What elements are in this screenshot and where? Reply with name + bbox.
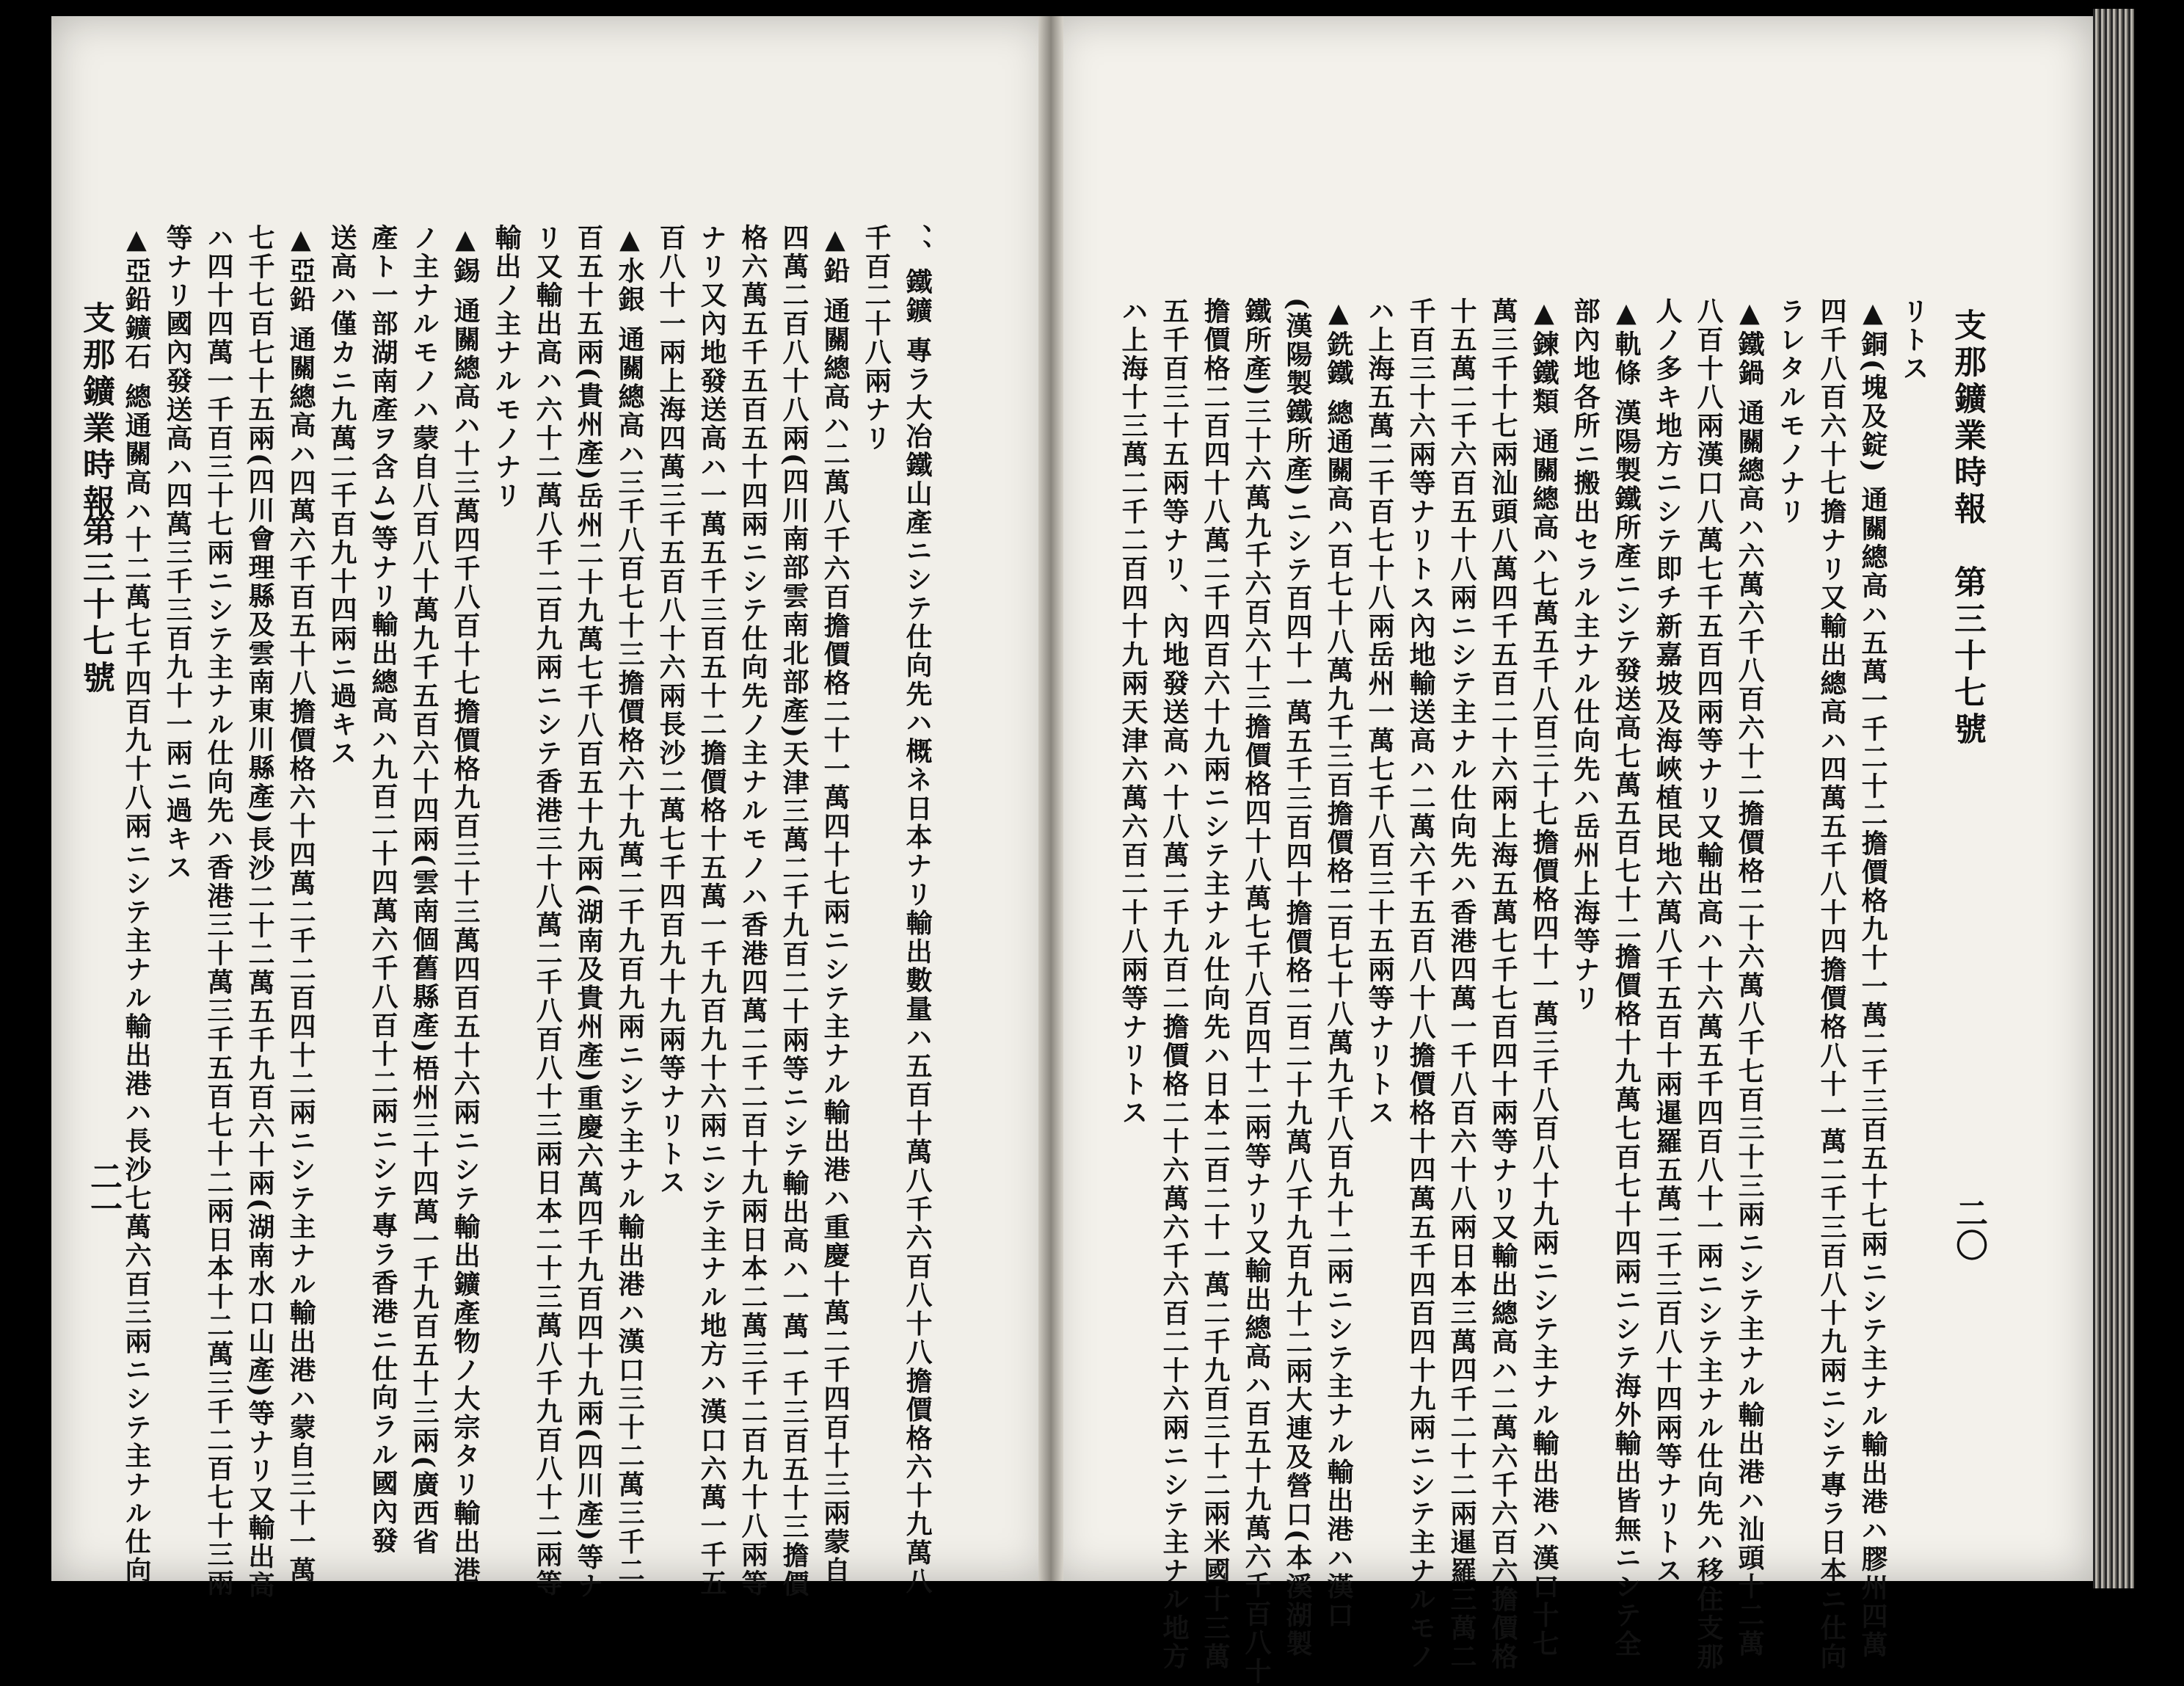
text-column: ▲鐵鍋 通關總高ハ六萬六千八百六十二擔價格二十六萬八千七百三十三兩ニシテ主ナル輸出港ハ汕頭十二萬 [1734, 297, 1765, 1659]
text-column: ▲銑鐵 總通關高ハ百七十八萬九千三百擔價格二百七十八萬九千八百九十二兩ニシテ主ナル輸出港ハ漢口 [1323, 297, 1354, 1630]
text-column: 送高ハ僅カニ九萬二千百九十四兩ニ過キス [327, 224, 357, 768]
text-column: 七千七百七十五兩(四川會理縣及雲南東川縣產)長沙二十二萬五千九百六十兩(湖南水口山產)等ナリ又輸出高 [244, 224, 275, 1600]
page-edge-stack [2093, 9, 2134, 1588]
left-page-number: 二一 [84, 1160, 122, 1224]
text-column: ▲鍊鐵類 通關總高ハ七萬五千八百三十七擔價格四十一萬三千八百八十九兩ニシテ主ナル輸出港ハ漢口十七 [1529, 297, 1559, 1659]
text-column: 部內地各所ニ搬出セラル主ナル仕向先ハ岳州上海等ナリ [1570, 297, 1601, 1013]
text-column: 產ト一部湖南產ヲ含ム)等ナリ輸出總高ハ九百二十四萬六千八百十二兩ニシテ專ラ香港ニ仕向ラル國內發 [368, 224, 398, 1556]
book-gutter [1038, 16, 1063, 1581]
text-column: ハ上海五萬二千百七十八兩岳州一萬七千八百三十五兩等ナリトス [1364, 297, 1395, 1127]
text-column: 四萬二百八十八兩(四川南部雲南北部產)天津三萬二千九百二十兩等ニシテ輸出高ハ一萬一千三百五十三擔價 [779, 224, 809, 1599]
text-column: 鐵所產)三十六萬九千六百六十三擔價格四十八萬七千八百四十二兩等ナリ又輸出總高ハ百五十九萬六千百八十 [1241, 297, 1272, 1686]
text-column: 千百二十八兩ナリ [861, 224, 892, 453]
text-column: リ又輸出高ハ六十二萬八千二百九兩ニシテ香港三十八萬二千八百八十三兩日本二十三萬八千九百八十二兩等 [532, 224, 563, 1598]
text-column: 百五十五兩(貴州產)岳州二十九萬七千八百五十九兩(湖南及貴州產)重慶六萬四千九百四十九兩(四川產)等ナ [573, 224, 604, 1601]
left-header-title: 支那鑛業時報 [77, 301, 114, 521]
text-column: 四千八百六十七擔ナリ又輸出總高ハ四萬五千八十四擔價格八十一萬二千三百八十九兩ニシテ專ラ日本ニ仕向 [1816, 297, 1847, 1671]
right-header-issue: 第三十七號 [1948, 565, 1986, 749]
text-column: ラレタルモノナリ [1775, 297, 1806, 526]
text-column: ハ四十四萬一千百三十七兩ニシテ主ナル仕向先ハ香港三十萬三千五百七十二兩日本十二萬三千二百七十三兩 [203, 224, 234, 1598]
text-column: ▲軌條 漢陽製鐵所產ニシテ發送高七萬五百七十二擔價格十九萬七百七十四兩ニシテ海外輸出皆無ニシテ全 [1611, 297, 1642, 1659]
text-column: 等ナリ國內發送高ハ四萬三千三百九十一兩ニ過キス [162, 224, 193, 882]
text-column: 五千百三十五兩等ナリ、內地發送高ハ十八萬二千九百二擔價格二十六萬六千六百二十六兩ニシテ主ナル地方 [1159, 297, 1190, 1671]
text-column: 十五萬二千六百五十八兩ニシテ主ナル仕向先ハ香港四萬一千八百六十八兩日本三萬四千二十二兩暹羅三萬二 [1446, 297, 1477, 1671]
text-column: ▲鉛 通關總高ハ二萬八千六百擔價格二十一萬四十七兩ニシテ主ナル輸出港ハ重慶十萬二千四百十三兩蒙自 [820, 224, 851, 1585]
text-column: 千百三十六兩等ナリトス內地輸送高ハ二萬六千五百八十八擔價格十四萬五千四百四十九兩ニシテ主ナルモノ [1405, 297, 1436, 1671]
text-column: ▲水銀 通關總高ハ三千八百七十三擔價格六十九萬二千九百九兩ニシテ主ナル輸出港ハ漢口三十二萬三千二 [614, 224, 645, 1585]
text-column: ▲錫 通關總高ハ十三萬四千八百十七擔價格九百三十三萬四百五十六兩ニシテ輸出鑛產物ノ大宗タリ輸出港 [450, 224, 481, 1585]
text-column: リトス [1899, 297, 1929, 383]
text-column: ▲亞鉛 通關總高ハ四萬六千百五十八擔價格六十四萬二千二百四十二兩ニシテ主ナル輸出港ハ蒙自三十一萬 [285, 224, 316, 1585]
text-column: 擔價格二百四十八萬二千四百六十九兩ニシテ主ナル仕向先ハ日本二百二十一萬二千九百三十二兩米國十三萬 [1200, 297, 1231, 1671]
text-column: ノ主ナルモノハ蒙自八百八十萬九千五百六十四兩(雲南個舊縣產)梧州三十四萬一千九百五十三兩(廣西省 [409, 224, 440, 1557]
text-column: 人ノ多キ地方ニシテ即チ新嘉坡及海峽植民地六萬八千五百十兩暹羅五萬二千三百八十四兩等ナリトス [1652, 297, 1683, 1585]
text-column: 八百十八兩漢口八萬七千五百四兩等ナリ又輸出高ハ十六萬五千四百八十一兩ニシテ主ナル仕向先ハ移住支那 [1693, 297, 1724, 1671]
text-column: (漢陽製鐵所產)ニシテ百四十一萬五千三百四十擔價格二百二十九萬八千九百九十二兩大連及營口(本溪湖製 [1282, 297, 1313, 1659]
text-column: 輸出ノ主ナルモノナリ [491, 224, 522, 510]
text-column: ハ上海十三萬二千二百四十九兩天津六萬六百二十八兩等ナリトス [1118, 297, 1149, 1127]
right-header-title: 支那鑛業時報 [1948, 308, 1986, 528]
right-page-number: 二〇 [1950, 1196, 1987, 1261]
left-header-issue: 第三十七號 [77, 514, 114, 697]
text-column: 萬三千十七兩汕頭八萬四千五百二十六兩上海五萬七千七百四十兩等ナリ又輸出總高ハ二萬六千六百六擔價格 [1488, 297, 1518, 1671]
text-column: 百八十一兩上海四萬三千五百八十六兩長沙二萬七千四百九十九兩等ナリトス [655, 224, 686, 1197]
text-column: ▲銅(塊及錠) 通關總高ハ五萬一千二十二擔價格九十一萬二千三百五十七兩ニシテ主ナル輸出港ハ膠州四萬 [1857, 297, 1888, 1660]
text-column: 、、鐵鑛 專ラ大冶鐵山產ニシテ仕向先ハ概ネ日本ナリ輸出數量ハ五百十萬八千六百八十八擔價格六十九萬八 [902, 224, 933, 1596]
text-column: 格六萬五千五百五十四兩ニシテ仕向先ノ主ナルモノハ香港四萬二千二百十九兩日本二萬三千二百九十八兩等 [738, 224, 768, 1598]
text-column: ▲亞鉛鑛石 總通關高ハ十二萬七千四百九十八兩ニシテ主ナル輸出港ハ長沙七萬六百三兩ニシテ主ナル仕向 [121, 224, 152, 1585]
text-column: ナリ又內地發送高ハ一萬五千三百五十二擔價格十五萬一千九百九十六兩ニシテ主ナル地方ハ漢口六萬一千五 [696, 224, 727, 1598]
